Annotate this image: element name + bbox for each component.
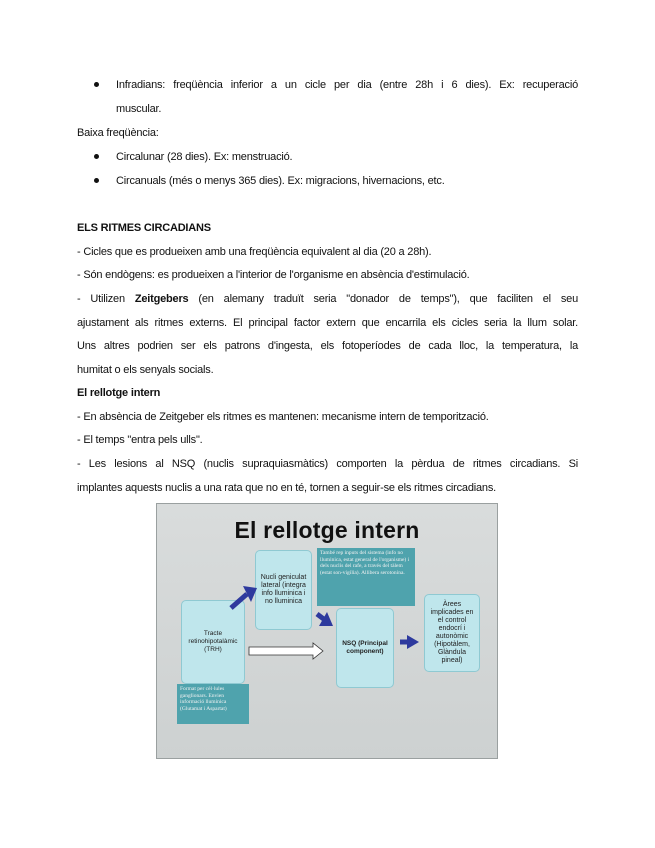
paragraph-3-line-3: Uns altres podrien ser els patrons d'ingesta, els fotoperíodes de cada lloc, la temperatura, la xyxy=(77,340,578,352)
paragraph-5: - El temps "entra pels ulls". xyxy=(77,434,203,446)
note-bottom: Format per cèl·lules ganglionars. Envien informació lluminica (Glutamat i Aspartat) xyxy=(177,684,249,724)
paragraph-3-line-4: humitat o els senyals socials. xyxy=(77,364,214,376)
nsq-box: NSQ (Principal component) xyxy=(336,608,394,688)
arrow-right xyxy=(400,635,419,649)
section-heading: ELS RITMES CIRCADIANS xyxy=(77,222,211,234)
paragraph-4: - En absència de Zeitgeber els ritmes es mantenen: mecanisme intern de temporització. xyxy=(77,411,489,423)
paragraph-1: - Cicles que es produeixen amb una freqüència equivalent al dia (20 a 28h). xyxy=(77,246,432,258)
infradians-line-2: muscular. xyxy=(116,103,162,115)
arees-box: Àrees implicades en el control endocrí i autonòmic (Hipotàlem, Glàndula pineal) xyxy=(424,594,480,672)
p3-suffix: (en alemany traduït seria "donador de temps"), que faciliten el seu xyxy=(188,293,578,305)
circalunar-item: Circalunar (28 dies). Ex: menstruació. xyxy=(116,151,293,163)
infradians-line-1: Infradians: freqüència inferior a un cicle per dia (entre 28h i 6 dies). Ex: recuperació xyxy=(116,79,578,91)
paragraph-6-line-2: implantes aquests nuclis a una rata que no en té, tornen a seguir-se els ritmes circadians. xyxy=(77,482,496,494)
paragraph-6-line-1: - Les lesions al NSQ (nuclis supraquiasmàtics) comporten la pèrdua de ritmes circadians. Si xyxy=(77,458,578,470)
bullet-icon xyxy=(94,82,99,87)
bullet-icon xyxy=(94,154,99,159)
note-top: També rep inputs del sistema (info no lluminica, estat general de l'organisme) i dels nuclis del rafe, a través del tàlem (estat son-vigília). Allibera serotonina. xyxy=(317,548,415,606)
subheading: El rellotge intern xyxy=(77,387,161,399)
arrow-up-right xyxy=(231,586,257,608)
paragraph-2: - Són endògens: es produeixen a l'interior de l'organisme en absència d'estimulació. xyxy=(77,269,470,281)
nucli-box: Nucli geniculat lateral (integra info lluminica i no lluminica xyxy=(255,550,312,630)
paragraph-3-line-1 xyxy=(77,292,578,306)
baixa-frequencia-label: Baixa freqüència: xyxy=(77,127,159,139)
zeitgebers-term: Zeitgebers xyxy=(134,293,189,305)
tracte-box: Tracte retinohipotalàmic (TRH) xyxy=(181,600,245,684)
arrow-down-right xyxy=(317,612,333,626)
bullet-icon xyxy=(94,178,99,183)
diagram-slide xyxy=(156,503,498,759)
p3-prefix: - Utilizen xyxy=(77,293,135,305)
arrow-hollow-right xyxy=(249,643,323,659)
paragraph-3-line-2: ajustament als ritmes externs. El principal factor extern que encarrila els cicles seria la llum solar. xyxy=(77,317,578,329)
diagram-title: El rellotge intern xyxy=(234,517,420,543)
circanuals-item: Circanuals (més o menys 365 dies). Ex: migracions, hivernacions, etc. xyxy=(116,175,445,187)
diagram-arrows xyxy=(157,504,498,759)
